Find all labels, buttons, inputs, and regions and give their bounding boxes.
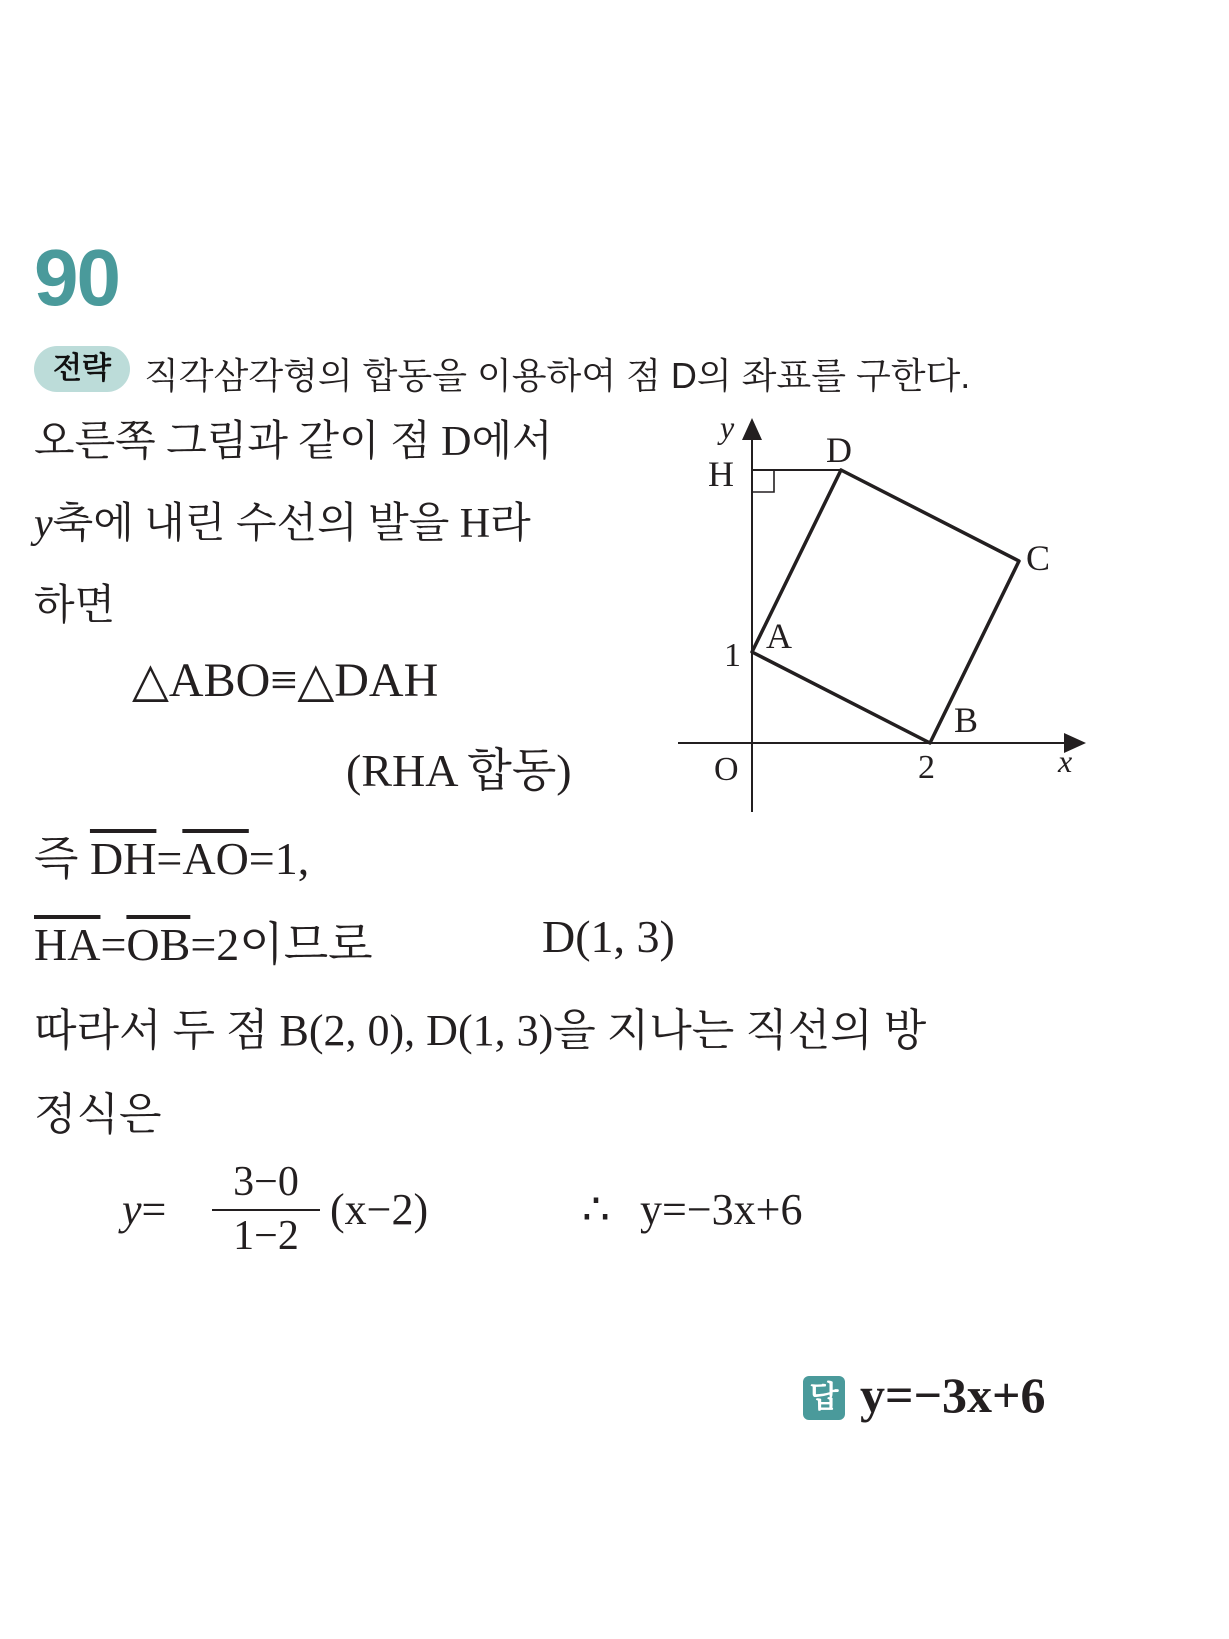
answer-badge: 답	[803, 1376, 845, 1420]
equation-factor: (x−2)	[330, 1185, 429, 1234]
segment-ao: $\overline{AO}$	[182, 833, 249, 884]
eq1-equals: =	[156, 833, 183, 884]
strategy-text: 직각삼각형의 합동을 이용하여 점 D의 좌표를 구한다.	[144, 355, 971, 396]
equation-line-2	[34, 908, 373, 974]
therefore-symbol: ∴	[582, 1185, 610, 1234]
fraction-denominator: 1−2	[233, 1213, 299, 1259]
solution-line-3: 하면	[34, 583, 116, 629]
fraction-bar	[212, 1209, 320, 1211]
equation-result: y=−3x+6	[640, 1185, 803, 1234]
problem-number: 90	[34, 233, 119, 322]
label-a: A	[766, 616, 792, 656]
congruence-statement: △ABO≡△DAH	[132, 654, 439, 707]
label-two: 2	[918, 749, 935, 786]
coordinate-figure	[660, 400, 1120, 830]
solution-line-1: 오른쪽 그림과 같이 점 D에서	[34, 419, 553, 465]
segment-ha: $\overline{HA}$	[34, 919, 101, 970]
right-angle-mark	[752, 470, 774, 492]
solution-line-2-rest: 축에 내린 수선의 발을 H라	[52, 501, 531, 547]
label-one: 1	[724, 637, 741, 674]
label-b: B	[954, 700, 979, 740]
segment-ob: $\overline{OB}$	[126, 919, 191, 970]
solution-line-equation-intro: 정식은	[34, 1090, 162, 1139]
y-variable: y	[34, 501, 53, 547]
eq1-prefix: 즉	[34, 833, 90, 884]
solution-line-therefore: 따라서 두 점 B(2, 0), D(1, 3)을 지나는 직선의 방	[34, 1006, 927, 1055]
eq2-equals: =	[100, 919, 127, 970]
equation-lhs-equals: =	[141, 1185, 167, 1234]
label-origin: O	[714, 751, 739, 788]
fraction-numerator: 3−0	[233, 1159, 299, 1205]
label-y-axis: y	[720, 409, 735, 445]
eq1-rest: =1,	[248, 833, 310, 884]
solution-line-2	[34, 490, 531, 550]
equation-lhs-var: y	[122, 1185, 142, 1234]
label-d: D	[826, 430, 852, 470]
label-x-axis: x	[1058, 743, 1073, 779]
eq2-rest: =2이므로	[190, 919, 373, 970]
equation-line-1	[34, 822, 309, 888]
segment-dh: $\overline{DH}$	[89, 833, 157, 884]
square-abcd	[752, 470, 1019, 743]
label-h: H	[708, 454, 734, 494]
answer-text: y=−3x+6	[860, 1367, 1046, 1423]
strategy-badge: 전략	[34, 346, 130, 392]
label-c: C	[1026, 538, 1051, 578]
congruence-reason: (RHA 합동)	[346, 745, 572, 796]
point-d-result: D(1, 3)	[542, 911, 675, 962]
equation-lhs	[122, 1184, 166, 1235]
